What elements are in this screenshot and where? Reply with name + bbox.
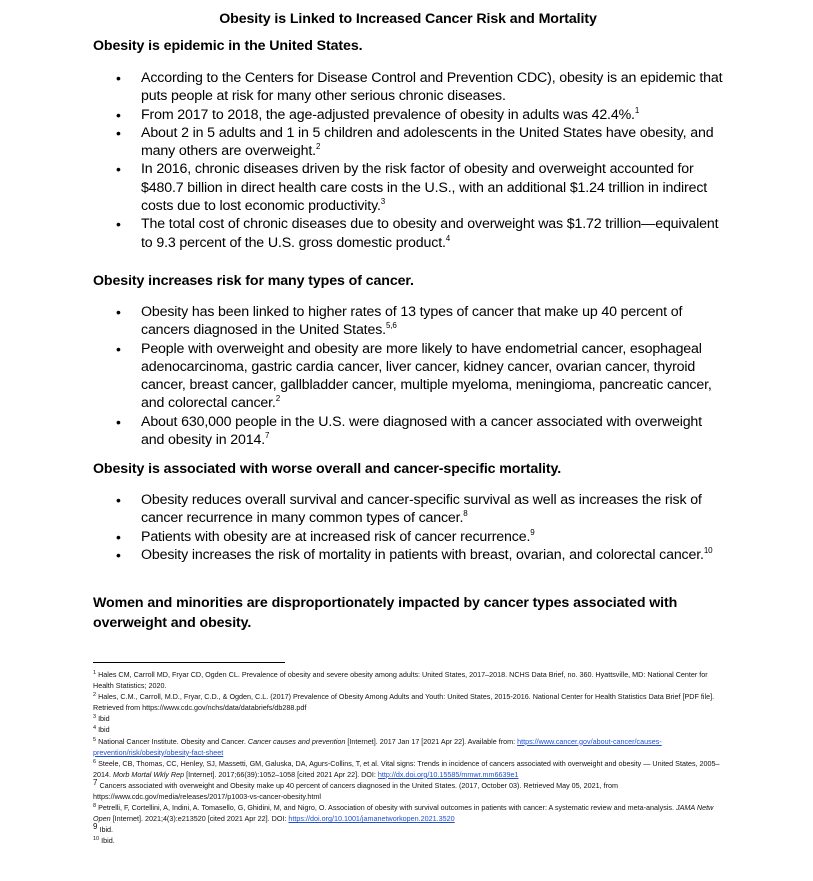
footnote-6: $^6$ Steele, CB, Thomas, CC, Henley, SJ, Massetti, GM, Galuska, DA, Agurs-Collins, T, et al. Vital signs: Trends in incidence of cancers associated with overweight and obesity — United States, 2005–2014. Morb Mortal Wkly Rep [Internet]. 2017;66(39):1052–1058 [cited 2021 Apr 22]. DOI: http://dx.doi.org/10.15585/mmwr.mm6639e1 xyxy=(93,758,720,779)
bullet-list-mortality xyxy=(93,491,723,564)
footnote-ref[interactable]: 10 xyxy=(703,545,713,555)
footnote-link[interactable]: http://dx.doi.org/10.15585/mmwr.mm6639e1 xyxy=(377,769,519,779)
bullet-icon: • xyxy=(116,216,121,233)
footnote-separator xyxy=(93,662,285,663)
bullet-icon: • xyxy=(116,528,121,545)
footnote-ref[interactable]: 7 xyxy=(265,431,270,441)
bullet-icon: • xyxy=(116,546,121,563)
footnote-ref[interactable]: 2 xyxy=(315,142,321,152)
footnote-ref[interactable]: 3 xyxy=(380,197,386,207)
list-item: • In 2016, chronic diseases driven by the risk factor of obesity and overweight accounted for $480.7 billion in direct health care costs in the U.S., with an additional $1.24 trillion in indirect costs due to lost economic productivity.$^3$ xyxy=(116,161,708,215)
footnote-7: $^7$ Cancers associated with overweight and Obesity make up 40 percent of cancers diagnosed in the United States. (2017, October 03). Retrieved May 05, 2021, from https://www.cdc.gov/media/releases/2017/p1003-vs-cancer-obesity.html xyxy=(93,777,619,802)
footnotes xyxy=(93,669,723,847)
footnote-4: $^4$ Ibid xyxy=(93,725,110,735)
bullet-icon: • xyxy=(116,124,121,141)
footnote-link[interactable]: https://www.cancer.gov/about-cancer/causes-prevention/risk/obesity/obesity-fact-sheet xyxy=(93,736,662,757)
bullet-icon: • xyxy=(116,161,121,178)
footnote-5: $^5$ National Cancer Institute. Obesity and Cancer. Cancer causes and prevention [Internet]. 2017 Jan 17 [2021 Apr 22]. Available from: https://www.cancer.gov/about-cancer/causes-prevention/risk/obesity/obesity-fact-sheet xyxy=(93,736,662,757)
footnote-2: $^2$ Hales, C.M., Carroll, M.D., Fryar, C.D., & Ogden, C.L. (2017) Prevalence of Obesity Among Adults and Youth: United States, 2015-2016. National Center for Health Statistics Data Brief [PDF file]. Retrieved from https://www.cdc.gov/nchs/data/databriefs/db288.pdf xyxy=(93,692,715,713)
list-item: • About 2 in 5 adults and 1 in 5 children and adolescents in the United States have obesity, and many others are overweight.$^2$ xyxy=(116,124,714,160)
list-item: • Patients with obesity are at increased risk of cancer recurrence.$^9$ xyxy=(116,527,535,545)
list-item: • People with overweight and obesity are more likely to have endometrial cancer, esophageal adenocarcinoma, gastric cardia cancer, liver cancer, kidney cancer, ovarian cancer, thyroid cancer, breast cancer, gallbladder cancer, multiple myeloma, meningioma, pancreatic cancer, and colorectal cancer.$^2$ xyxy=(116,340,712,412)
list-item: • Obesity increases the risk of mortality in patients with breast, ovarian, and colorectal cancer.$^{10}$ xyxy=(116,545,713,563)
bullet-icon: • xyxy=(116,70,121,86)
list-item: • About 630,000 people in the U.S. were diagnosed with a cancer associated with overweight and obesity in 2014.$^7$ xyxy=(116,413,702,449)
list-item: • The total cost of chronic diseases due to obesity and overweight was $1.72 trillion—equivalent to 9.3 percent of the U.S. gross domestic product.$^4$ xyxy=(116,216,719,251)
bullet-icon: • xyxy=(116,340,121,357)
bullet-list-cancer-risk xyxy=(93,303,723,449)
list-item: • Obesity has been linked to higher rates of 13 types of cancer that make up 40 percent of cancers diagnosed in the United States.$^{5,6}$ xyxy=(116,304,683,339)
footnote-ref[interactable]: 4 xyxy=(445,233,451,243)
bullet-icon: • xyxy=(116,492,121,508)
section-heading-epidemic: Obesity is epidemic in the United States. xyxy=(93,38,363,54)
footnote-ref[interactable]: 5,6 xyxy=(385,321,397,331)
list-item: • Obesity reduces overall survival and cancer-specific survival as well as increases the risk of cancer recurrence in many common types of cancer.$^8$ xyxy=(116,492,702,527)
footnote-9: $^9$ Ibid. xyxy=(93,822,114,835)
document-title: Obesity is Linked to Increased Cancer Risk and Mortality xyxy=(219,11,597,27)
bullet-icon: • xyxy=(116,106,121,123)
footnote-ref[interactable]: 8 xyxy=(463,509,468,519)
section-heading-mortality: Obesity is associated with worse overall and cancer-specific mortality. xyxy=(93,461,562,477)
list-item: • From 2017 to 2018, the age-adjusted prevalence of obesity in adults was 42.4%.$^1$ xyxy=(116,105,640,123)
footnote-3: $^3$ Ibid xyxy=(93,714,110,724)
list-item: • According to the Centers for Disease Control and Prevention CDC), obesity is an epidemic that puts people at risk for many other serious chronic diseases. xyxy=(116,70,723,105)
footnote-ref[interactable]: 1 xyxy=(634,105,640,115)
footnote-ref[interactable]: 2 xyxy=(275,394,281,404)
footnote-8: $^8$ Petrelli, F, Cortellini, A, Indini, A. Tomasello, G, Ghidini, M, and Nigro, O. Association of obesity with survival outcomes in patients with cancer: A systematic review and meta-analysis. JAMA Netw Open [Internet]. 2021;4(3):e213520 [cited 2021 Apr 22]. DOI: https://doi.org/10.1001/jamanetworkopen.2021.3520 xyxy=(93,803,714,824)
footnote-link[interactable]: https://doi.org/10.1001/jamanetworkopen.2021.3520 xyxy=(288,814,455,824)
bullet-list-epidemic xyxy=(93,69,723,252)
bullet-icon: • xyxy=(116,304,121,320)
footnote-1: $^1$ Hales CM, Carroll MD, Fryar CD, Ogden CL. Prevalence of obesity and severe obesity among adults: United States, 2017–2018. NCHS Data Brief, no. 360. Hyattsville, MD: National Center for Health Statistics; 2020. xyxy=(93,670,708,691)
footnote-10: $^{10}$ Ibid. xyxy=(93,836,115,846)
footnote-ref[interactable]: 9 xyxy=(530,527,535,537)
bullet-icon: • xyxy=(116,413,121,430)
section-heading-disparities: Women and minorities are disproportionately impacted by cancer types associated with overweight and obesity. xyxy=(93,595,678,631)
section-heading-cancer-risk: Obesity increases risk for many types of cancer. xyxy=(93,273,414,289)
